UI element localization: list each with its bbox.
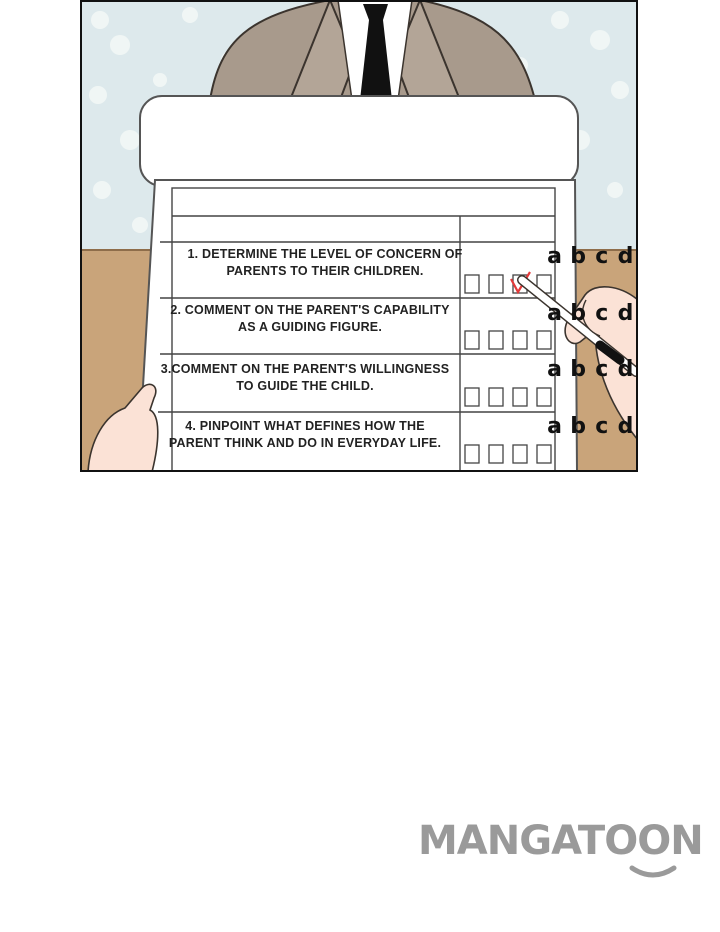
option-a: a — [547, 357, 562, 382]
option-c: c — [595, 244, 609, 269]
option-c: c — [595, 357, 609, 382]
option-a: a — [547, 301, 562, 326]
option-d: d — [617, 414, 634, 439]
option-b: b — [570, 301, 587, 326]
options-row-1 — [543, 244, 637, 269]
mangatoon-logo — [418, 818, 720, 882]
question-4: 4. PINPOINT WHAT DEFINES HOW THE PARENT THINK AND DO IN EVERYDAY LIFE. — [168, 419, 442, 450]
option-a: a — [547, 414, 562, 439]
option-c: c — [595, 414, 609, 439]
options-row-4 — [543, 414, 637, 439]
logo-text: MANGATOON — [418, 818, 703, 864]
logo-smile-icon — [418, 818, 720, 882]
clipboard-top — [140, 96, 578, 186]
panel-illustration — [80, 0, 638, 472]
option-b: b — [570, 414, 587, 439]
option-a: a — [547, 244, 562, 269]
option-d: d — [617, 301, 634, 326]
option-d: d — [617, 357, 634, 382]
options-row-2 — [543, 301, 637, 326]
options-row-3 — [543, 357, 637, 382]
option-b: b — [570, 357, 587, 382]
question-2: 2. COMMENT ON THE PARENT'S CAPABILITY AS A GUIDING FIGURE. — [170, 303, 450, 334]
question-1: 1. DETERMINE THE LEVEL OF CONCERN OF PARENTS TO THEIR CHILDREN. — [187, 247, 463, 278]
option-c: c — [595, 301, 609, 326]
comic-panel — [80, 0, 638, 472]
option-b: b — [570, 244, 587, 269]
question-3: 3.COMMENT ON THE PARENT'S WILLINGNESS TO GUIDE THE CHILD. — [160, 362, 450, 393]
option-d: d — [617, 244, 634, 269]
